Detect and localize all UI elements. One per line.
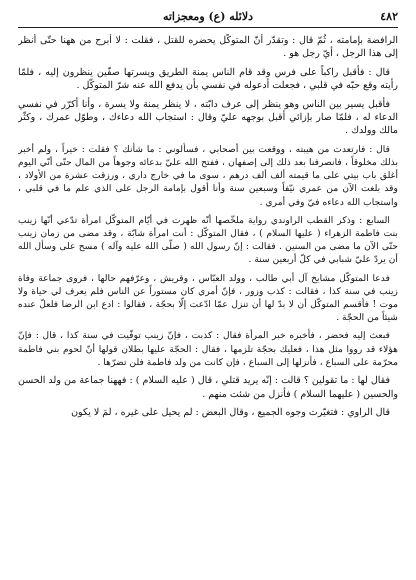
paragraph: قال الراوي : فتغيّرت وجوه الجميع ، وقال البعض : لم يحيل على غيره ، لمَ لا يكون [71,406,390,418]
paragraph: قال : فارتعدت من هيبته ، ووقعت بين أصحابي ، فسألوني : ما شأنك ؟ فقلت : خيراً ، ولم أخبر بذلك مخلوقاً ، فانصرفنا بعد ذلك إلى إصفهان ، ففتح الله عليّ بدعائه وجوهاً من المال حتّى أنّي اليوم أغلق باب بيتي على ما قيمته ألف ألف درهم ، سوى ما في خارج داري ، ورزقت عشرة من الأولاد ، وقد بلغت الآن من عمري نيّفاً وسبعين سنة وأنا أقول بإمامة الرجل على الذي علم ما في قلبي ، واستجاب الله دعاءه فيّ وفي أمري . [18,143,398,208]
page-header [18,8,398,26]
paragraph: فدعا المتوكّل مشايخ آل أبي طالب ، وولد العبّاس ، وقريش ، وعرّفهم حالها ، فروى جماعة وفاة زينب في سنة كذا ، فقالت : كذب وزور ، فإنّ أمري كان مستوراً عن الناس فلم يعرف لي حياة ولا موت ! فأقسم المتوكّل أن لا بدّ لها أن تنزل عمّا ادّعت إلّا بحجّة ، فقالوا : ادع ابن الرضا فلعلّ عنده شيئاً من الحجّة . [18,272,398,324]
paragraph: فبعث إليه فحضر ، فأخبره خبر المرأة فقال : كذبت ، فإنّ زينب توفّيت في سنة كذا ، قال : فإنّ هؤلاء قد رووا مثل هذا ، فعليك بحجّة تلزمها ، فقال : الحجّة عليها بطلان قولها أنّ لحوم بني فاطمة محرّمة على السباع ، فأنزلها إلى السباع ، فإن كانت من ولد فاطمة فلن تضرّها . [18,330,398,368]
paragraph: السابع : وذكر القطب الراوندي رواية ملخّصها أنّه ظهرت في أيّام المتوكّل امرأة تدّعي أنّها زينب بنت فاطمة الزهراء ( عليها السلام ) ، فقال المتوكّل : أنت امرأة شابّة ، وقد مضى من زمان زينب حتّى الآن ما مضى من السنين . فقالت : إنّ رسول الله ( صلّى الله عليه وآله ) مسح على وسأل الله أن يردّ عليّ شبابي في كلّ أربعين سنة . [18,214,398,266]
body-text [18,34,398,574]
header-rule [18,27,398,28]
paragraph: فأقبل يسير بين الناس وهو ينظر إلى عرف دابّته ، لا ينظر يمنة ولا يسرة ، وأنا أكرّر في نفسي الدعاء له ، فلمّا صار بإزائي أقبل بوجهه عليّ وقال : استجاب الله دعاءك ، وطوّل عمرك ، وكثّر مالك وولدك . [18,98,398,137]
paragraph: قال : فأقبل راكباً على فرس وقد قام الناس يمنة الطريق ويسرتها صفّين ينظرون إليه ، فلمّا رأيته وقع حبّه في قلبي ، فجعلت أدعوله في نفسي بأن يدفع الله عنه شرّ المتوكّل . [18,66,398,92]
paragraph: الرافضة بإمامته ، ثُمّ قال : وتقدّر أنّ المتوكّل يحضره للقتل ، فقلت : لا أبرح من ههنا حتّى أنظر إلى هذا الرجل ، أيّ رجل هو . [18,35,398,60]
running-title: دلائله (ع) ومعجزاته [162,10,254,23]
paragraph: فقال لها : ما تقولين ؟ قالت : إنّه يريد قتلي ، قال ( عليه السلام ) : فههنا جماعة من ولد الحسن والحسين ( عليهما السلام ) فأنزل من شئت منهم . [18,375,398,400]
page-number: ٤٨٢ [380,10,398,23]
